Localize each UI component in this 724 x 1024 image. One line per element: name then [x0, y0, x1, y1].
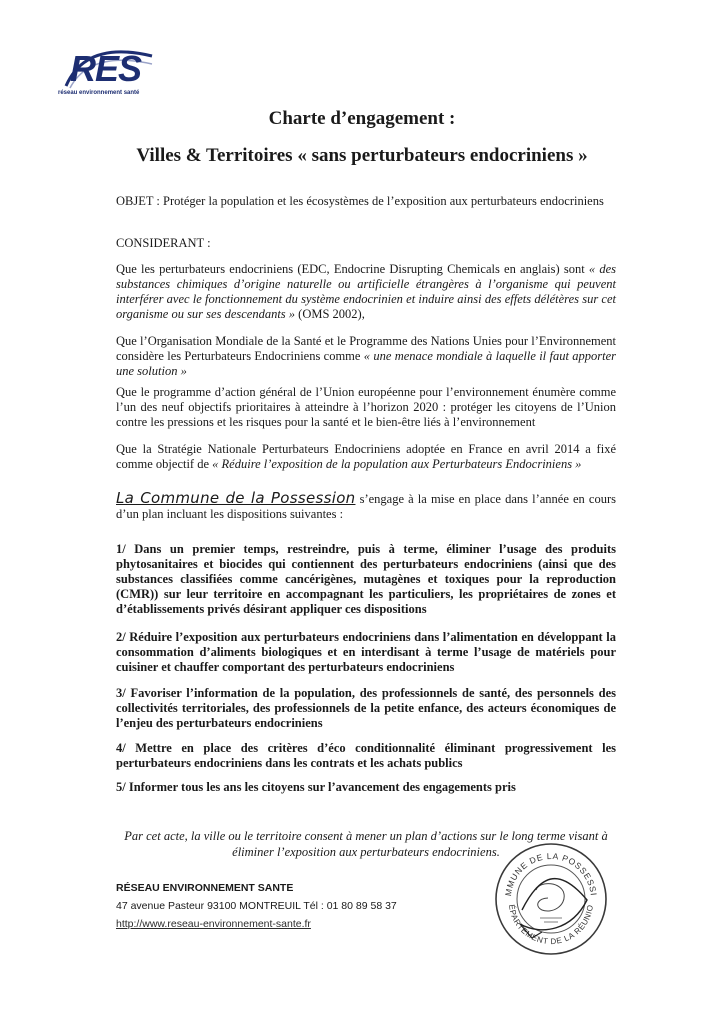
disposition-2: [116, 630, 616, 675]
logo-letters: RES: [70, 48, 142, 89]
objet-paragraph: [116, 194, 616, 209]
considerant-heading: [116, 236, 616, 251]
page-title: Charte d’engagement :: [268, 108, 456, 129]
commitment-paragraph: [116, 491, 616, 522]
disposition-1: [116, 542, 616, 617]
objet-text: OBJET : Protéger la population et les écosystèmes de l’exposition aux perturbateurs endocriniens: [116, 194, 604, 208]
disposition-1-text: 1/ Dans un premier temps, restreindre, puis à terme, éliminer l’usage des produits phytosanitaires et biocides qui contiennent des perturbateurs endocriniens (ainsi que des substances classifiées comme cancérigènes, mutagènes et toxiques pour la reproduction (CMR)) sur leur territoire en accompagnant les particuliers, les propriétaires de zones et d’établissements privés désirant appliquer ces dispositions: [116, 542, 616, 616]
stamp-graphic: [492, 840, 610, 958]
svg-text:DÉPARTEMENT DE LA RÉUNION: ÉPARTEMENT DE LA RÉUNIO: [507, 903, 596, 947]
considerant-4-quote: « Réduire l’exposition de la population aux Perturbateurs Endocriniens »: [212, 457, 582, 471]
page-subtitle: Villes & Territoires « sans perturbateurs endocriniens »: [136, 145, 588, 166]
commitment-text: s’engage à la mise en place dans l’année en cours d’un plan incluant les dispositions suivantes :: [116, 492, 616, 521]
disposition-3-text: 3/ Favoriser l’information de la population, des professionnels de santé, des personnels des collectivités territoriales, des professionnels de la petite enfance, des acteurs économiques de l’enjeu des perturbateurs endocriniens: [116, 686, 616, 730]
res-logo: [56, 46, 158, 108]
considerant-paragraph-3: [116, 385, 616, 430]
considerant-2-quote: « une menace mondiale à laquelle il faut apporter une solution »: [116, 349, 616, 378]
considerant-1-intro: Que les perturbateurs endocriniens (EDC, Endocrine Disrupting Chemicals en anglais) sont: [116, 262, 589, 276]
handwritten-signatory: La Commune de la Possession: [116, 489, 356, 507]
considerant-2-intro: Que l’Organisation Mondiale de la Santé et le Programme des Nations Unies pour l’Environnement considère les Perturbateurs Endocriniens comme: [116, 334, 616, 363]
disposition-4: [116, 741, 616, 771]
disposition-2-text: 2/ Réduire l’exposition aux perturbateurs endocriniens dans l’alimentation en développant la consommation d’aliments biologiques et en interdisant à terme l’usage de matériels pour cuisiner et chauffer comportant des perturbateurs endocriniens: [116, 630, 616, 674]
disposition-3: [116, 686, 616, 731]
considerant-1-quote: « des substances chimiques d’origine naturelle ou artificielle étrangères à l’organisme qui peuvent interférer avec le fonctionnement du système endocrinien et induire ainsi des effets délétères sur cet organisme ou sur ses descendants »: [116, 262, 616, 321]
considerant-1-source: (OMS 2002),: [295, 307, 365, 321]
footer-url-link[interactable]: http://www.reseau-environnement-sante.fr: [116, 918, 311, 930]
considerant-label: CONSIDERANT :: [116, 236, 211, 250]
considerant-4-intro: Que la Stratégie Nationale Perturbateurs Endocriniens adoptée en France en avril 2014 a fixé comme objectif de: [116, 442, 616, 471]
considerant-paragraph-2: [116, 334, 616, 379]
disposition-5: [116, 780, 616, 795]
logo-subtitle: réseau environnement santé: [58, 90, 140, 96]
closing-statement: Par cet acte, la ville ou le territoire consent à mener un plan d’actions sur le long terme visant à éliminer l’exposition aux perturbateurs endocriniens.: [124, 829, 608, 859]
footer-address: 47 avenue Pasteur 93100 MONTREUIL Tél : 01 80 89 58 37: [116, 900, 397, 912]
disposition-5-text: 5/ Informer tous les ans les citoyens sur l’avancement des engagements pris: [116, 780, 516, 794]
official-stamp: [492, 840, 610, 958]
considerant-paragraph-1: [116, 262, 616, 322]
disposition-4-text: 4/ Mettre en place des critères d’éco conditionnalité éliminant progressivement les perturbateurs endocriniens dans les contrats et les achats publics: [116, 741, 616, 770]
svg-text:COMMUNE DE LA POSSESSION: MMUNE DE LA POSSESSI: [503, 850, 599, 897]
considerant-paragraph-4: [116, 442, 616, 472]
considerant-3-text: Que le programme d’action général de l’Union européenne pour l’environnement énumère comme l’un des neuf objectifs prioritaires à atteindre à l’horizon 2020 : protéger les citoyens de l’Union contre les pressions et les risques pour la santé et le bien-être liés à l’environnement: [116, 385, 616, 429]
footer-org-name: RÉSEAU ENVIRONNEMENT SANTE: [116, 882, 294, 894]
